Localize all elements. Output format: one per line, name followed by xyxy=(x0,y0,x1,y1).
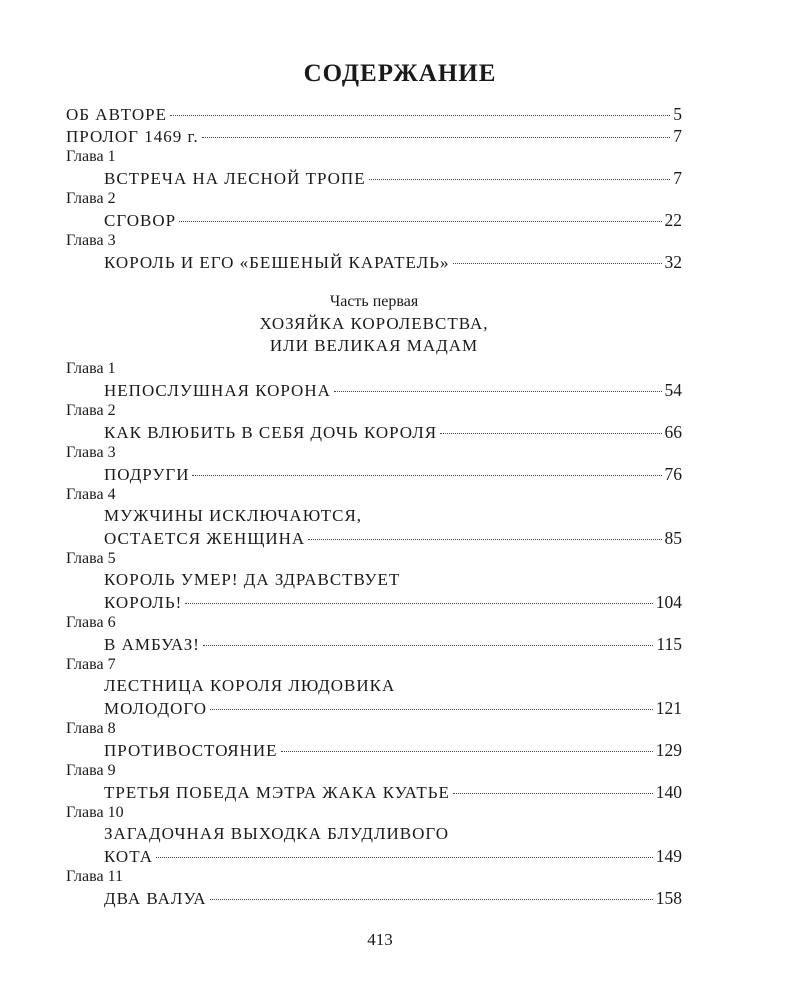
toc-entry-title: КАК ВЛЮБИТЬ В СЕБЯ ДОЧЬ КОРОЛЯ xyxy=(104,423,438,442)
toc-page-number: 54 xyxy=(664,380,682,400)
toc-entry-title: КОРОЛЬ И ЕГО «БЕШЕНЫЙ КАРАТЕЛЬ» xyxy=(104,253,450,272)
toc-entry-title: ПРОТИВОСТОЯНИЕ xyxy=(104,741,278,760)
toc-entry xyxy=(66,125,682,147)
toc-page-number: 32 xyxy=(664,252,682,272)
part-title-line-2: ИЛИ ВЕЛИКАЯ МАДАМ xyxy=(269,336,479,355)
prologue-chapter-list xyxy=(66,147,682,273)
dot-leader xyxy=(202,137,670,138)
toc-entry-title: ВСТРЕЧА НА ЛЕСНОЙ ТРОПЕ xyxy=(104,169,366,188)
toc-entry xyxy=(66,781,682,803)
table-of-contents xyxy=(66,103,682,909)
part-chapter-list xyxy=(66,359,682,909)
toc-entry-title: СГОВОР xyxy=(104,211,177,230)
toc-page-number: 85 xyxy=(664,528,682,548)
chapter-label: Глава 7 xyxy=(66,656,116,673)
dot-leader xyxy=(308,539,661,540)
toc-entry xyxy=(66,379,682,401)
toc-page-number: 140 xyxy=(655,782,682,802)
chapter-label: Глава 1 xyxy=(66,360,116,377)
toc-entry-title: ДВА ВАЛУА xyxy=(104,889,207,908)
chapter-title-line: ЛЕСТНИЦА КОРОЛЯ ЛЮДОВИКА xyxy=(104,676,396,695)
toc-entry-title: КОРОЛЬ! xyxy=(104,593,183,612)
chapter-label: Глава 1 xyxy=(66,148,116,165)
chapter-label: Глава 2 xyxy=(66,402,116,419)
toc-entry xyxy=(66,845,682,867)
chapter-label: Глава 6 xyxy=(66,614,116,631)
toc-entry-title: МОЛОДОГО xyxy=(104,699,208,718)
dot-leader xyxy=(453,793,653,794)
dot-leader xyxy=(185,603,653,604)
front-matter-list xyxy=(66,103,682,147)
chapter-title-line: МУЖЧИНЫ ИСКЛЮЧАЮТСЯ, xyxy=(104,506,363,525)
chapter-title-line: ЗАГАДОЧНАЯ ВЫХОДКА БЛУДЛИВОГО xyxy=(104,824,450,843)
toc-page-number: 149 xyxy=(655,846,682,866)
toc-entry xyxy=(66,103,682,125)
toc-page-number: 115 xyxy=(656,634,682,654)
toc-page-number: 7 xyxy=(673,168,682,188)
dot-leader xyxy=(210,709,653,710)
toc-entry-title: ПРОЛОГ 1469 г. xyxy=(66,127,199,146)
toc-entry-title: НЕПОСЛУШНАЯ КОРОНА xyxy=(104,381,331,400)
toc-entry-title: ОСТАЕТСЯ ЖЕНЩИНА xyxy=(104,529,306,548)
toc-entry xyxy=(66,633,682,655)
dot-leader xyxy=(334,391,662,392)
toc-page-number: 5 xyxy=(673,104,682,124)
chapter-label: Глава 2 xyxy=(66,190,116,207)
chapter-label: Глава 5 xyxy=(66,550,116,567)
part-label: Часть первая xyxy=(329,293,419,310)
chapter-label: Глава 8 xyxy=(66,720,116,737)
dot-leader xyxy=(453,263,662,264)
toc-page-number: 7 xyxy=(673,126,682,146)
dot-leader xyxy=(369,179,671,180)
chapter-label: Глава 3 xyxy=(66,232,116,249)
chapter-label: Глава 3 xyxy=(66,444,116,461)
chapter-label: Глава 4 xyxy=(66,486,116,503)
dot-leader xyxy=(156,857,653,858)
toc-page-number: 158 xyxy=(655,888,682,908)
dot-leader xyxy=(170,115,670,116)
toc-entry xyxy=(66,463,682,485)
chapter-label: Глава 11 xyxy=(66,868,123,885)
part-title-line-1: ХОЗЯЙКА КОРОЛЕВСТВА, xyxy=(259,314,489,333)
dot-leader xyxy=(192,475,661,476)
dot-leader xyxy=(203,645,653,646)
toc-entry-title: В АМБУАЗ! xyxy=(104,635,200,654)
toc-entry-title: КОТА xyxy=(104,847,154,866)
toc-entry xyxy=(66,167,682,189)
toc-entry-title: ПОДРУГИ xyxy=(104,465,190,484)
dot-leader xyxy=(210,899,653,900)
toc-entry xyxy=(66,209,682,231)
chapter-label: Глава 10 xyxy=(66,804,124,821)
toc-page-number: 121 xyxy=(655,698,682,718)
toc-page-number: 129 xyxy=(655,740,682,760)
toc-entry xyxy=(66,739,682,761)
toc-page-number: 66 xyxy=(664,422,682,442)
page-title: СОДЕРЖАНИЕ xyxy=(303,60,497,87)
toc-page-number: 22 xyxy=(664,210,682,230)
toc-entry xyxy=(66,527,682,549)
page-number: 413 xyxy=(367,930,393,949)
chapter-label: Глава 9 xyxy=(66,762,116,779)
toc-entry xyxy=(66,591,682,613)
dot-leader xyxy=(281,751,653,752)
chapter-title-line: КОРОЛЬ УМЕР! ДА ЗДРАВСТВУЕТ xyxy=(104,570,401,589)
dot-leader xyxy=(179,221,661,222)
toc-entry-title: ОБ АВТОРЕ xyxy=(66,105,167,124)
toc-entry xyxy=(66,887,682,909)
toc-entry xyxy=(66,251,682,273)
toc-page-number: 104 xyxy=(655,592,682,612)
toc-entry xyxy=(66,421,682,443)
dot-leader xyxy=(440,433,661,434)
part-heading xyxy=(66,291,682,357)
toc-entry xyxy=(66,697,682,719)
toc-entry-title: ТРЕТЬЯ ПОБЕДА МЭТРА ЖАКА КУАТЬЕ xyxy=(104,783,450,802)
toc-page-number: 76 xyxy=(664,464,682,484)
